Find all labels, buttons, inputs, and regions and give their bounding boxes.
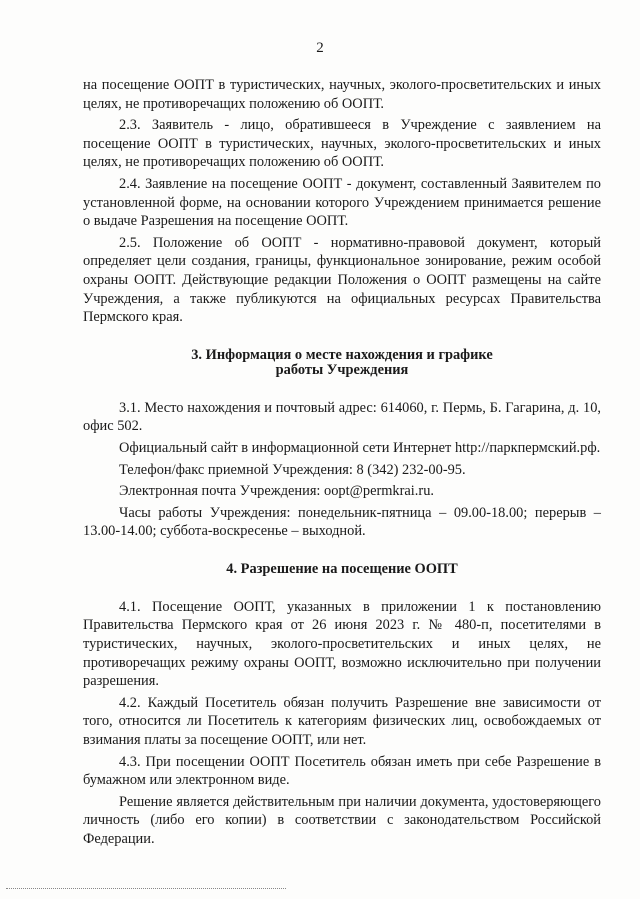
paragraph-continuation: на посещение ООПТ в туристических, научных, эколого-просветительских и иных целях, не противоречащих положению об ООПТ. [83, 77, 601, 112]
paragraph-4-2: 4.2. Каждый Посетитель обязан получить Разрешение вне зависимости от того, относится ли Посетитель к категориям физических лиц, освобождаемых от взимания платы за посещение ООПТ, или нет. [83, 694, 601, 749]
document-body [83, 76, 601, 849]
paragraph-2-5: 2.5. Положение об ООПТ - нормативно-правовой документ, который определяет цели создания, границы, функциональное зонирование, режим особой охраны ООПТ. Действующие редакции Положения о ООПТ размещены на сайте Учреждения, а также публикуются на официальных ресурсах Правительства Пермского края. [83, 234, 601, 326]
footer-divider [6, 888, 286, 889]
paragraph-hours: Часы работы Учреждения: понедельник-пятница – 09.00-18.00; перерыв – 13.00-14.00; суббота-воскресенье – выходной. [83, 504, 601, 540]
section-3-title-line-2: работы Учреждения [275, 361, 409, 378]
paragraph-4-3: 4.3. При посещении ООПТ Посетитель обязан иметь при себе Разрешение в бумажном или электронном виде. [83, 753, 601, 789]
section-4-title: 4. Разрешение на посещение ООПТ [226, 560, 458, 577]
paragraph-email: Электронная почта Учреждения: oopt@permkrai.ru. [119, 483, 434, 500]
paragraph-4-1: 4.1. Посещение ООПТ, указанных в приложении 1 к постановлению Правительства Пермского края от 26 июня 2023 г. № 480-п, посетителями в туристических, научных, эколого-просветительских и иных целях, не противоречащих режиму охраны ООПТ, возможно исключительно при получении разрешения. [83, 598, 601, 690]
paragraph-website: Официальный сайт в информационной сети Интернет http://паркпермский.рф. [119, 439, 601, 456]
paragraph-2-4: 2.4. Заявление на посещение ООПТ - документ, составленный Заявителем по установленной форме, на основании которого Учреждением принимается решение о выдаче Разрешения на посещение ООПТ. [83, 175, 601, 230]
paragraph-phone: Телефон/факс приемной Учреждения: 8 (342) 232-00-95. [119, 461, 466, 478]
paragraph-2-3: 2.3. Заявитель - лицо, обратившееся в Учреждение с заявлением на посещение ООПТ в туристических, научных, эколого-просветительских и иных целях, не противоречащих положению об ООПТ. [83, 117, 601, 171]
section-3-title [83, 348, 601, 378]
paragraph-decision: Решение является действительным при наличии документа, удостоверяющего личность (либо его копии) в соответствии с законодательством Российской Федерации. [83, 793, 601, 847]
paragraph-3-1: 3.1. Место нахождения и почтовый адрес: 614060, г. Пермь, Б. Гагарина, д. 10, офис 502. [83, 399, 601, 435]
section-3-title-line-1: 3. Информация о месте нахождения и графике [191, 346, 493, 363]
page-number: 2 [316, 40, 324, 56]
